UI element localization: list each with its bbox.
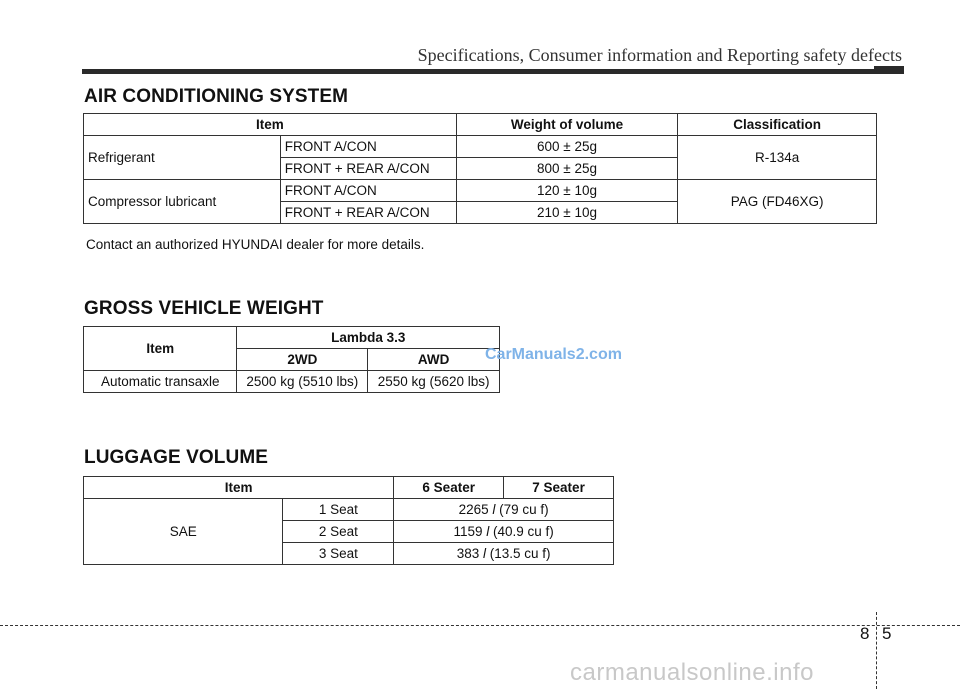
refrigerant-label: Refrigerant (84, 136, 281, 180)
gvw-table (83, 326, 500, 393)
refrigerant-classification: R-134a (678, 136, 877, 180)
luggage-volume-num: 1159 (453, 524, 483, 539)
lubricant-type: FRONT A/CON (280, 180, 456, 202)
ac-note: Contact an authorized HYUNDAI dealer for more details. (86, 237, 425, 252)
gvw-drive-awd: AWD (368, 349, 500, 371)
luggage-col-6seater: 6 Seater (394, 477, 504, 499)
gvw-row-label: Automatic transaxle (84, 371, 237, 393)
ac-col-item: Item (84, 114, 457, 136)
footer-rule (0, 625, 960, 626)
luggage-col-item: Item (84, 477, 394, 499)
bottom-watermark: carmanualsonline.info (570, 659, 814, 686)
gvw-col-item: Item (84, 327, 237, 371)
refrigerant-weight: 800 ± 25g (456, 158, 678, 180)
page-number: 5 (882, 624, 892, 643)
running-header: Specifications, Consumer information and Reporting safety defects (417, 45, 902, 65)
gvw-drive-2wd: 2WD (237, 349, 368, 371)
luggage-volume (394, 521, 614, 543)
lubricant-weight: 120 ± 10g (456, 180, 678, 202)
lubricant-classification: PAG (FD46XG) (678, 180, 877, 224)
page-chapter: 8 (860, 624, 870, 643)
luggage-volume (394, 543, 614, 565)
header-rule (82, 69, 904, 74)
table-row (84, 136, 877, 158)
luggage-volume-paren: (13.5 cu f) (486, 546, 551, 561)
luggage-seat: 1 Seat (283, 499, 394, 521)
luggage-table (83, 476, 614, 565)
luggage-volume-paren: (79 cu f) (495, 502, 549, 517)
lubricant-label: Compressor lubricant (84, 180, 281, 224)
luggage-seat: 3 Seat (283, 543, 394, 565)
luggage-volume-unit: l (486, 524, 490, 539)
refrigerant-type: FRONT A/CON (280, 136, 456, 158)
luggage-header-row (84, 477, 614, 499)
gvw-header-row (84, 327, 500, 349)
luggage-col-7seater: 7 Seater (504, 477, 614, 499)
watermark-logo: CarManuals2.com (485, 346, 622, 363)
table-row (84, 499, 614, 521)
lubricant-type: FRONT + REAR A/CON (280, 202, 456, 224)
page-divider (876, 612, 877, 689)
lubricant-weight: 210 ± 10g (456, 202, 678, 224)
luggage-volume-unit: l (492, 502, 496, 517)
ac-col-classification: Classification (678, 114, 877, 136)
luggage-label: SAE (84, 499, 283, 565)
ac-header-row (84, 114, 877, 136)
refrigerant-weight: 600 ± 25g (456, 136, 678, 158)
gvw-engine: Lambda 3.3 (237, 327, 500, 349)
luggage-volume-unit: l (483, 546, 487, 561)
table-row (84, 371, 500, 393)
luggage-section-title: LUGGAGE VOLUME (84, 447, 269, 468)
gvw-section-title: GROSS VEHICLE WEIGHT (84, 298, 324, 319)
luggage-volume-num: 2265 (458, 502, 489, 517)
refrigerant-type: FRONT + REAR A/CON (280, 158, 456, 180)
table-row (84, 180, 877, 202)
gvw-value-awd: 2550 kg (5620 lbs) (368, 371, 500, 393)
ac-col-weight: Weight of volume (456, 114, 678, 136)
luggage-volume-num: 383 (456, 546, 480, 561)
luggage-volume-paren: (40.9 cu f) (489, 524, 554, 539)
ac-table (83, 113, 877, 224)
ac-section-title: AIR CONDITIONING SYSTEM (84, 86, 349, 107)
luggage-seat: 2 Seat (283, 521, 394, 543)
luggage-volume (394, 499, 614, 521)
gvw-value-2wd: 2500 kg (5510 lbs) (237, 371, 368, 393)
